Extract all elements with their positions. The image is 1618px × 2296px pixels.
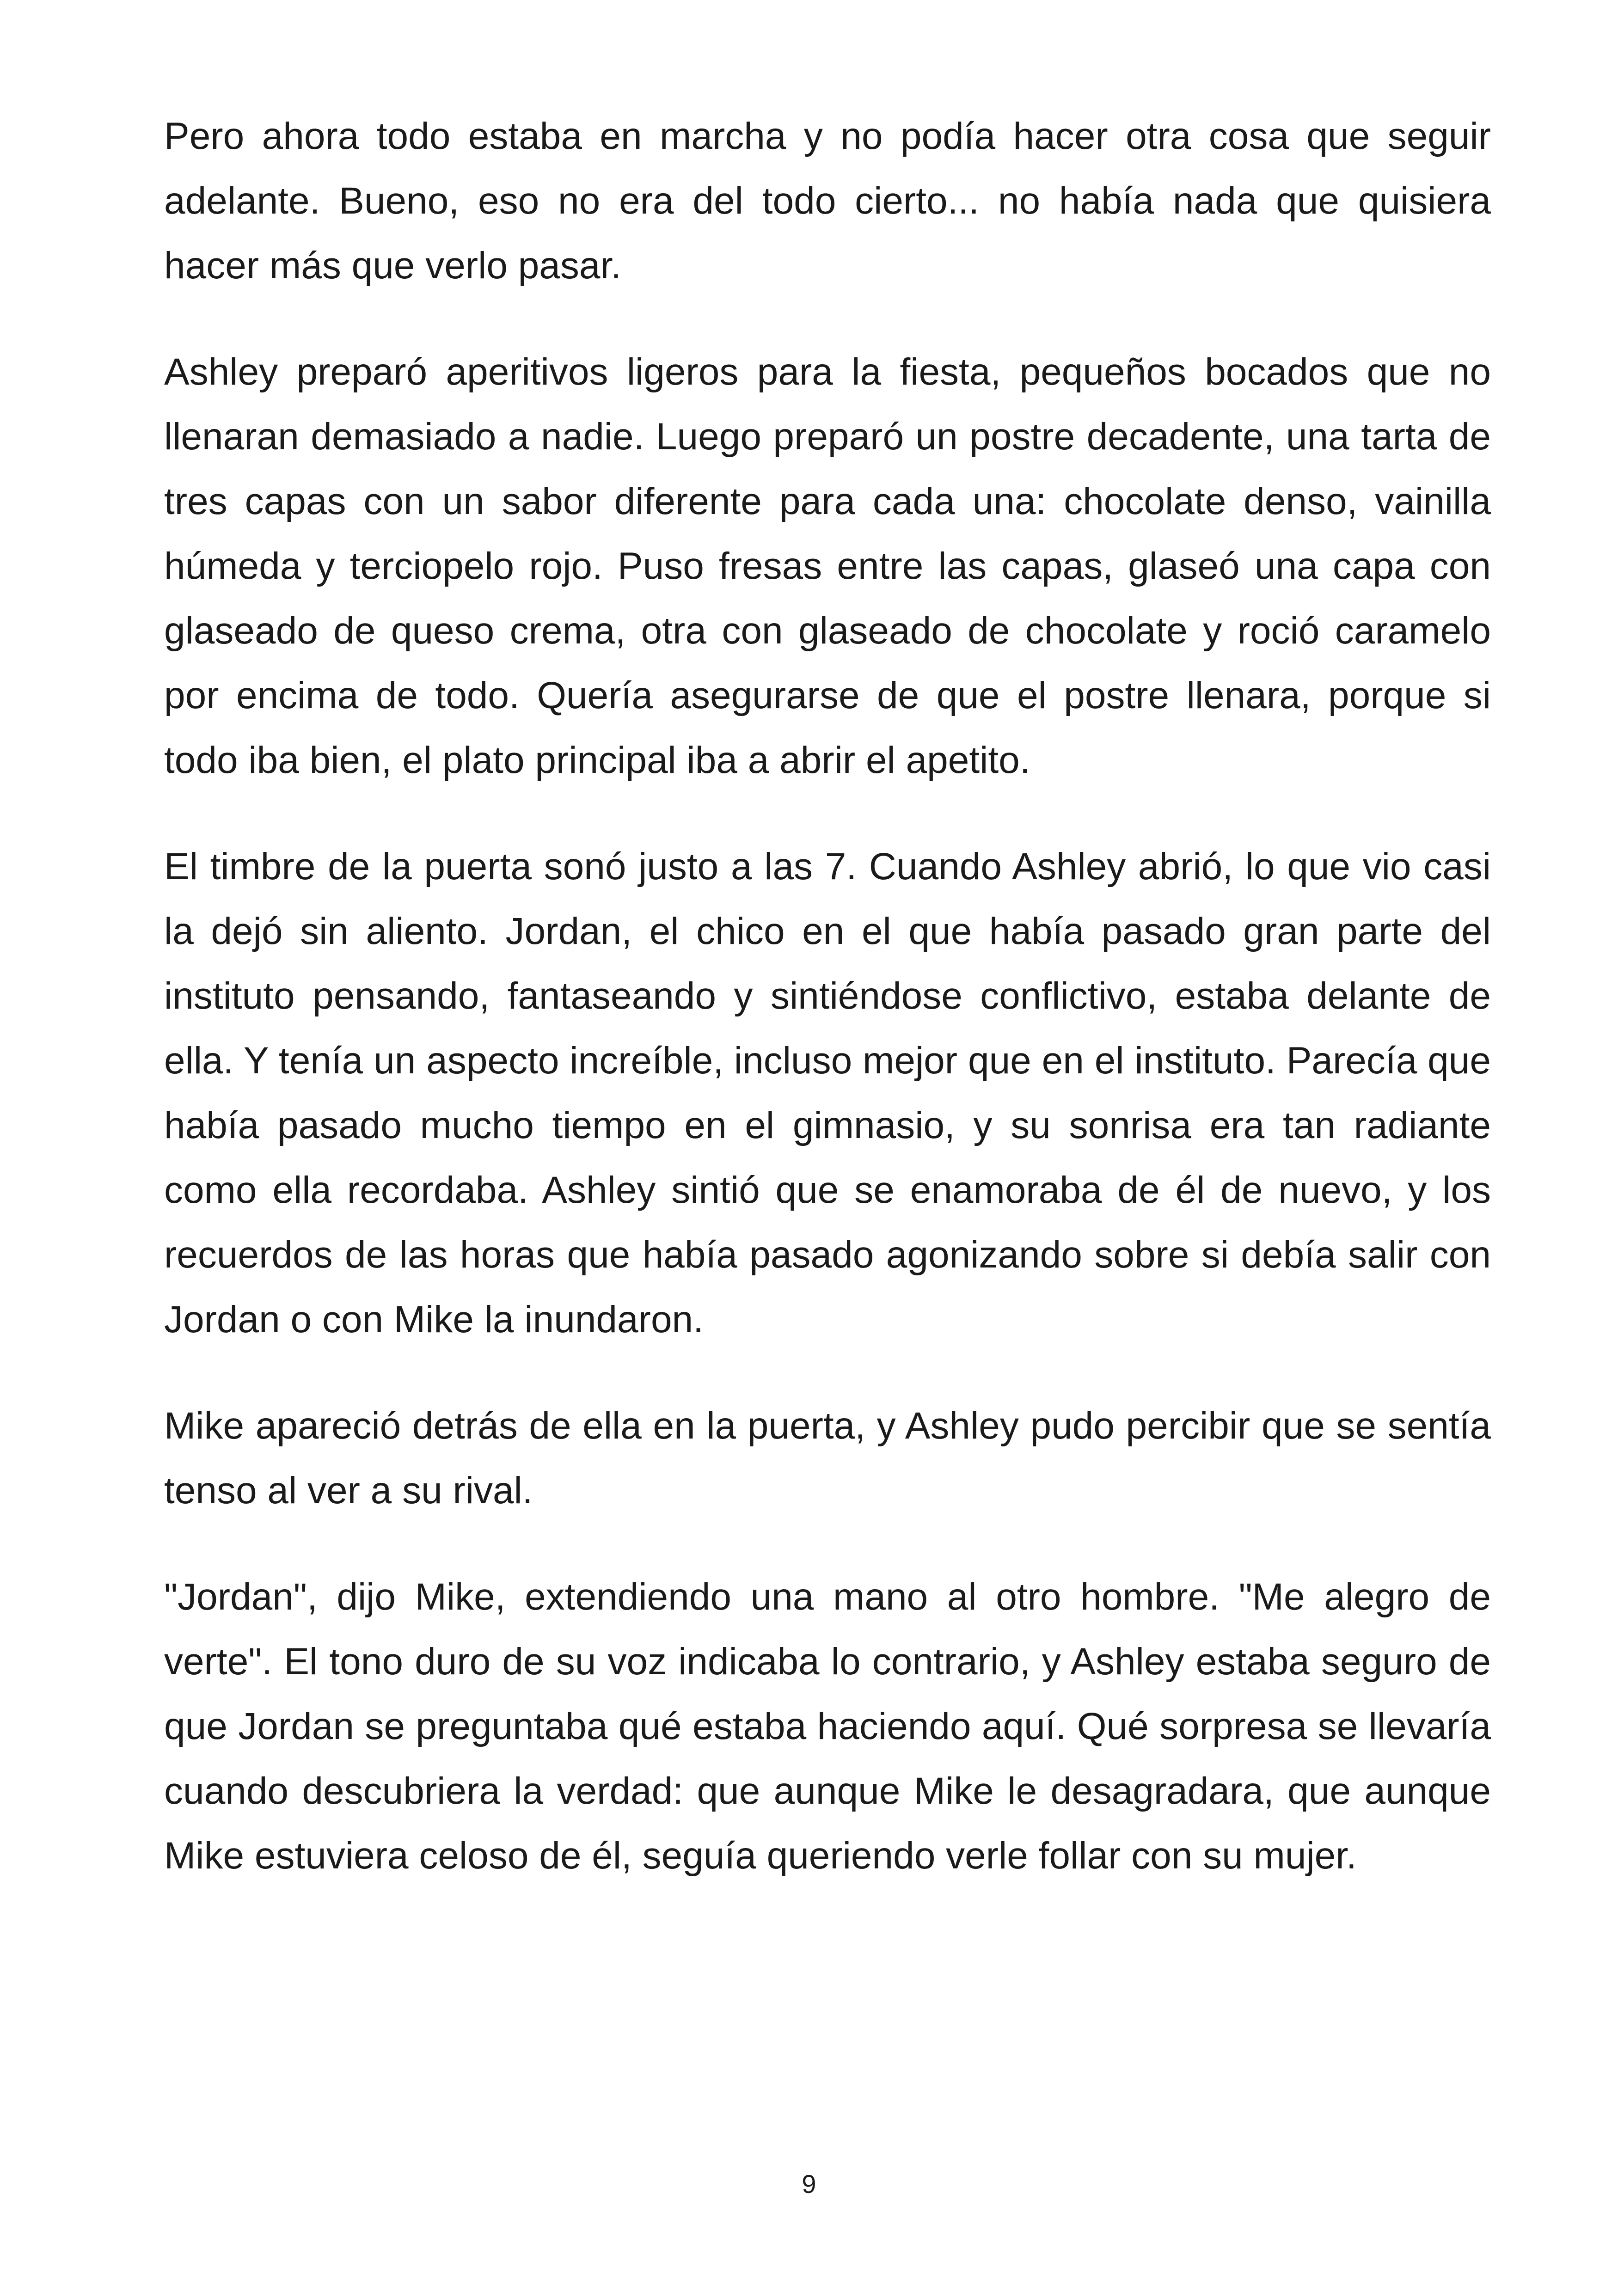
paragraph-3: El timbre de la puerta sonó justo a las 7. Cuando Ashley abrió, lo que vio casi la dejó sin aliento. Jordan, el chico en el que había pasado gran parte del instituto pensando, fantaseando y sintiéndose conflictivo, estaba delante de ella. Y tenía un aspecto increíble, incluso mejor que en el instituto. Parecía que había pasado mucho tiempo en el gimnasio, y su sonrisa era tan radiante como ella recordaba. Ashley sintió que se enamoraba de él de nuevo, y los recuerdos de las horas que había pasado agonizando sobre si debía salir con Jordan o con Mike la inundaron. — [164, 845, 1491, 1341]
body-text — [164, 104, 1491, 1930]
paragraph-1: Pero ahora todo estaba en marcha y no podía hacer otra cosa que seguir adelante. Bueno, eso no era del todo cierto... no había nada que quisiera hacer más que verlo pasar. — [164, 115, 1491, 287]
page-number: 9 — [802, 2169, 816, 2198]
paragraph-4: Mike apareció detrás de ella en la puerta, y Ashley pudo percibir que se sentía tenso al ver a su rival. — [164, 1405, 1491, 1512]
paragraph-5: "Jordan", dijo Mike, extendiendo una mano al otro hombre. "Me alegro de verte". El tono duro de su voz indicaba lo contrario, y Ashley estaba seguro de que Jordan se preguntaba qué estaba haciendo aquí. Qué sorpresa se llevaría cuando descubriera la verdad: que aunque Mike le desagradara, que aunque Mike estuviera celoso de él, seguía queriendo verle follar con su mujer. — [164, 1576, 1491, 1877]
paragraph-2: Ashley preparó aperitivos ligeros para la fiesta, pequeños bocados que no llenaran demasiado a nadie. Luego preparó un postre decadente, una tarta de tres capas con un sabor diferente para cada una: chocolate denso, vainilla húmeda y terciopelo rojo. Puso fresas entre las capas, glaseó una capa con glaseado de queso crema, otra con glaseado de chocolate y roció caramelo por encima de todo. Quería asegurarse de que el postre llenara, porque si todo iba bien, el plato principal iba a abrir el apetito. — [164, 351, 1491, 781]
